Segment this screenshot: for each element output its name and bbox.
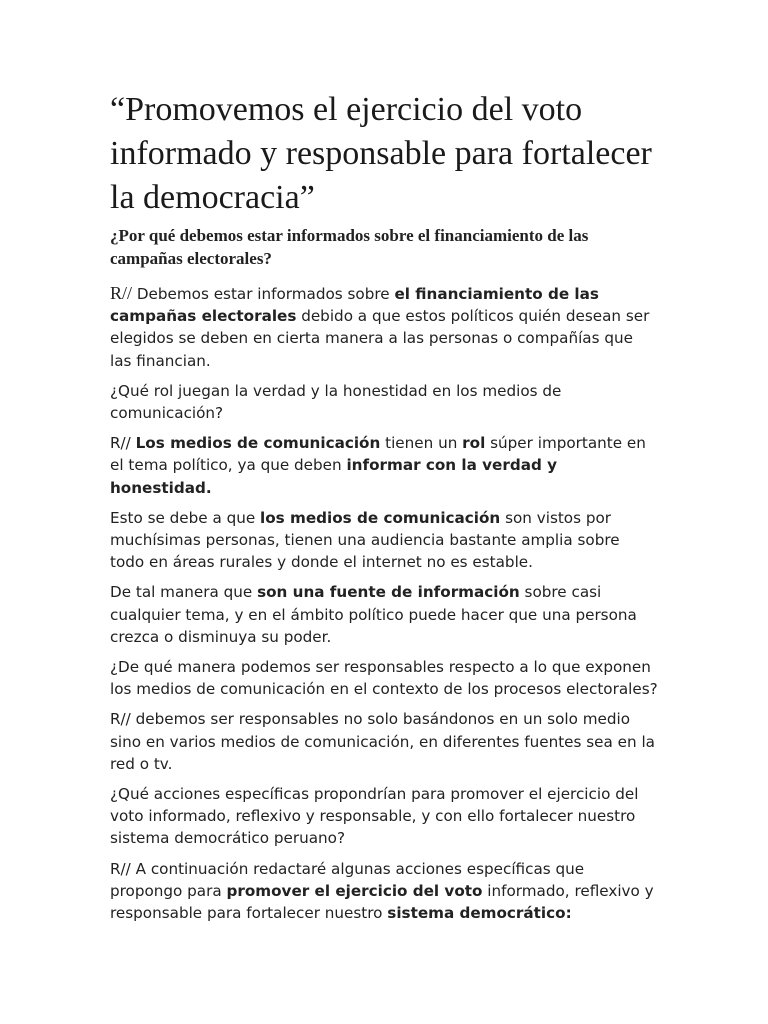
answer-2: R// Los medios de comunicación tienen un rol súper importante en el tema político, ya que deben informar con la verdad y honestidad.: [110, 434, 646, 497]
question-2: ¿Qué rol juegan la verdad y la honestidad en los medios de comunicación?: [110, 381, 562, 423]
document-title: “Promovemos el ejercicio del voto informado y responsable para fortalecer la democracia”: [110, 91, 652, 216]
answer-prefix: R//: [110, 283, 133, 303]
question-3: ¿De qué manera podemos ser responsables respecto a lo que exponen los medios de comunicación en el contexto de los procesos electorales?: [110, 658, 658, 699]
question-4: ¿Qué acciones específicas propondrían para promover el ejercicio del voto informado, reflexivo y responsable, y con ello fortalecer nuestro sistema democrático peruano?: [110, 785, 639, 848]
answer-3: R// debemos ser responsables no solo basándonos en un solo medio sino en varios medios de comunicación, en diferentes fuentes sea en la red o tv.: [110, 710, 655, 773]
answer-1: R// Debemos estar informados sobre el financiamiento de las campañas electorales debido a que estos políticos quién desean ser elegidos se deben en cierta manera a las personas o compañías que las financian.: [110, 283, 650, 370]
answer-4: R// A continuación redactaré algunas acciones específicas que propongo para promover el ejercicio del voto informado, reflexivo y responsable para fortalecer nuestro sistema democrático:: [110, 859, 654, 923]
question-1: ¿Por qué debemos estar informados sobre el financiamiento de las campañas electorales?: [110, 226, 589, 268]
answer-2-conclusion: De tal manera que son una fuente de información sobre casi cualquier tema, y en el ámbito político puede hacer que una persona crezca o disminuya su poder.: [110, 583, 637, 646]
document-body: [110, 282, 658, 932]
answer-2-continued: Esto se debe a que los medios de comunicación son vistos por muchísimas personas, tienen una audiencia bastante amplia sobre todo en áreas rurales y donde el internet no es estable.: [110, 508, 620, 572]
